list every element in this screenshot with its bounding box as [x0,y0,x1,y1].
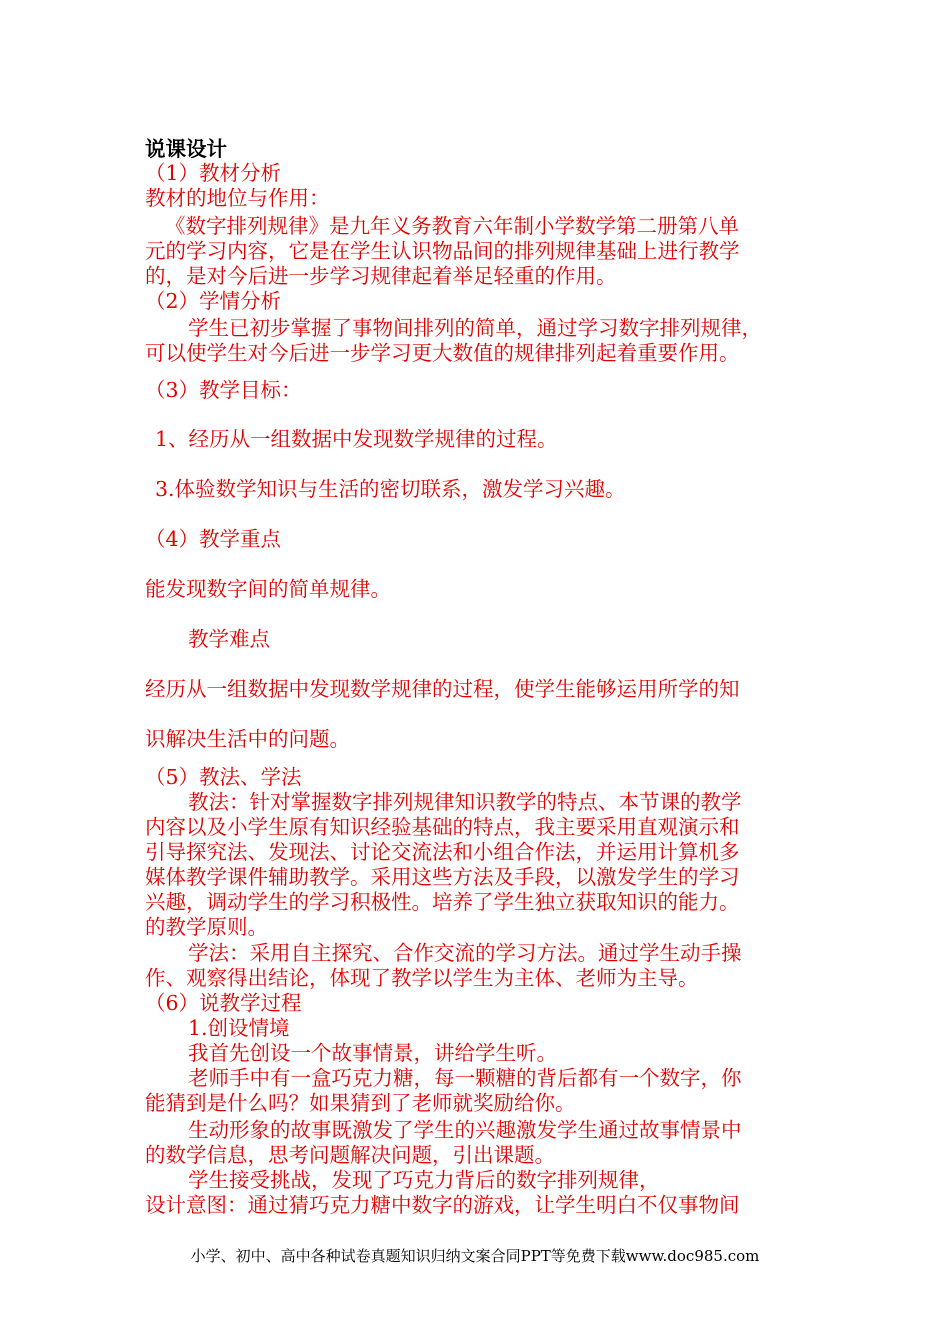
section-heading: （4）教学重点 [145,527,282,551]
text-line: 经历从一组数据中发现数学规律的过程，使学生能够运用所学的知 [145,677,740,701]
document-title: 说课设计 [145,137,227,161]
text-line: 教学难点 [188,627,270,651]
text-line: 1、经历从一组数据中发现数学规律的过程。 [155,427,558,451]
text-line: 能发现数字间的简单规律。 [145,577,391,601]
text-line: 的教学原则。 [145,915,268,939]
text-line: 的数学信息，思考问题解决问题，引出课题。 [145,1143,555,1167]
text-line: 学生已初步掌握了事物间排列的简单，通过学习数字排列规律， [188,316,762,340]
text-line: 的，是对今后进一步学习规律起着举足轻重的作用。 [145,264,617,288]
section-heading: （5）教法、学法 [145,765,302,789]
text-line: 老师手中有一盒巧克力糖，每一颗糖的背后都有一个数字，你 [188,1066,742,1090]
text-line: 能猜到是什么吗？如果猜到了老师就奖励给你。 [145,1091,576,1115]
section-heading: （3）教学目标： [145,378,302,402]
section-heading: （6）说教学过程 [145,991,302,1015]
text-line: 学生接受挑战，发现了巧克力背后的数字排列规律， [188,1168,660,1192]
text-line: 作、观察得出结论，体现了教学以学生为主体、老师为主导。 [145,966,699,990]
text-line: 引导探究法、发现法、讨论交流法和小组合作法，并运用计算机多 [145,840,740,864]
text-line: 3.体验数学知识与生活的密切联系，激发学习兴趣。 [155,477,626,501]
section-heading: （2）学情分析 [145,289,282,313]
text-line: 我首先创设一个故事情景，讲给学生听。 [188,1041,557,1065]
text-line: 生动形象的故事既激发了学生的兴趣激发学生通过故事情景中 [188,1118,742,1142]
text-line: 识解决生活中的问题。 [145,727,350,751]
page-footer: 小学、初中、高中各种试卷真题知识归纳文案合同PPT等免费下载www.doc985.com [190,1247,760,1265]
text-line: 学法：采用自主探究、合作交流的学习方法。通过学生动手操 [188,941,742,965]
text-line: 1.创设情境 [188,1016,290,1040]
text-line: 可以使学生对今后进一步学习更大数值的规律排列起着重要作用。 [145,341,740,365]
text-line: 内容以及小学生原有知识经验基础的特点，我主要采用直观演示和 [145,815,740,839]
text-line: 元的学习内容，它是在学生认识物品间的排列规律基础上进行教学 [145,239,740,263]
text-line: 《数字排列规律》是九年义务教育六年制小学数学第二册第八单 [165,214,739,238]
section-heading: （1）教材分析 [145,161,282,185]
text-line: 教材的地位与作用： [145,186,330,210]
text-line: 媒体教学课件辅助教学。采用这些方法及手段，以激发学生的学习 [145,865,740,889]
text-line: 兴趣，调动学生的学习积极性。培养了学生独立获取知识的能力。 [145,890,740,914]
text-line: 设计意图：通过猜巧克力糖中数字的游戏，让学生明白不仅事物间 [145,1193,740,1217]
text-line: 教法：针对掌握数字排列规律知识教学的特点、本节课的教学 [188,790,742,814]
